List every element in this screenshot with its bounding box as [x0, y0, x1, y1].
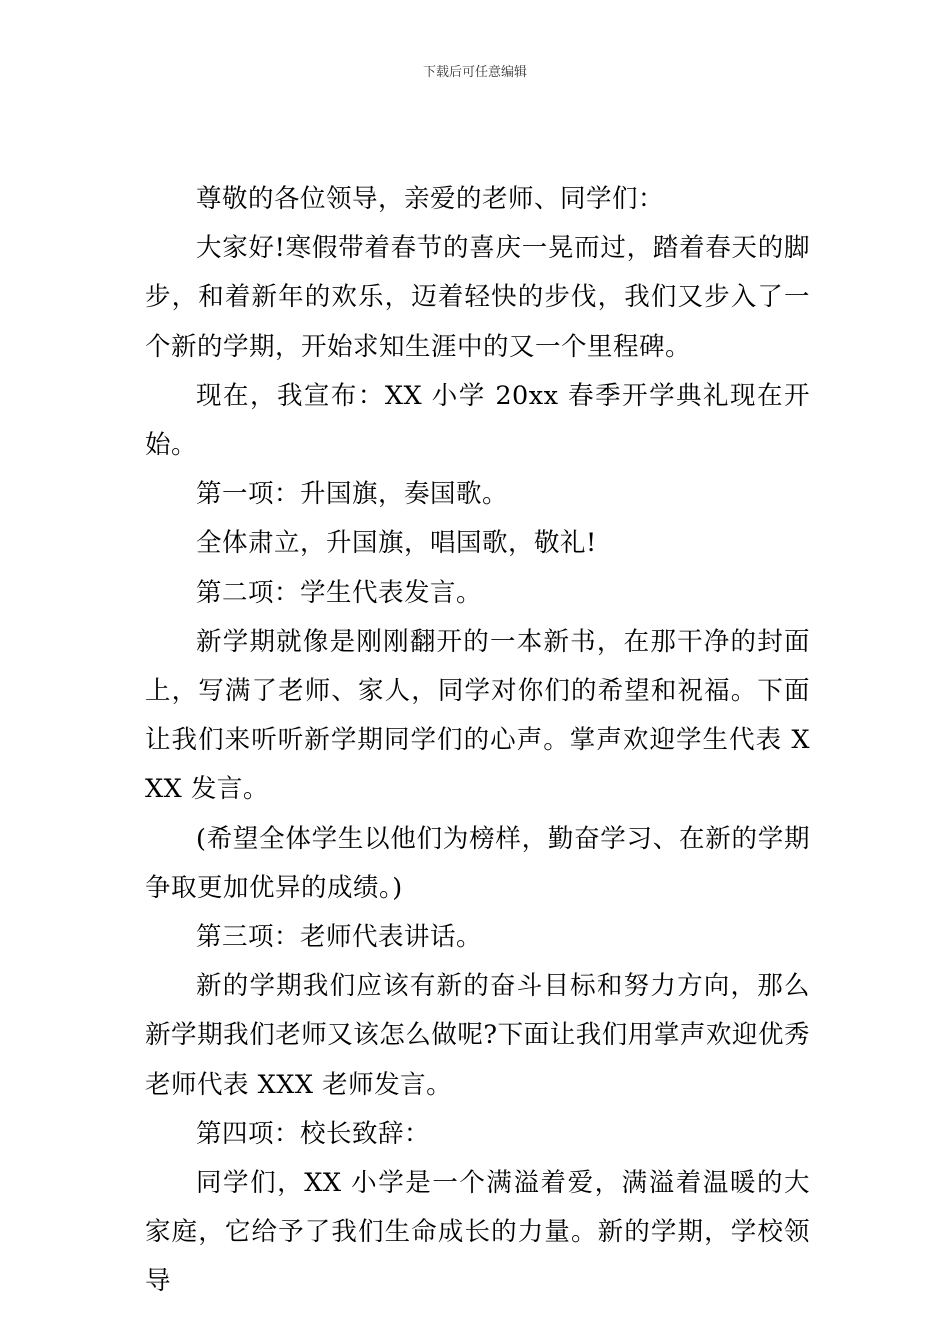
salutation: 尊敬的各位领导，亲爱的老师、同学们： [196, 184, 665, 214]
document-body [145, 175, 810, 1307]
paragraph-flag-ceremony: 全体肃立，升国旗，唱国歌，敬礼! [196, 528, 597, 559]
item-heading-4: 第四项：校长致辞： [196, 1118, 431, 1149]
item-heading-1: 第一项：升国旗，奏国歌。 [196, 479, 509, 510]
item-heading-2: 第二项：学生代表发言。 [196, 577, 483, 608]
paragraph-principal-intro: 同学们，XX 小学是一个满溢着爱，满溢着温暖的大家庭，它给予了我们生命成长的力量。新的学期，学校领导 [145, 1168, 810, 1297]
header-note: 下载后可任意编辑 [422, 65, 527, 80]
paragraph-teacher-intro: 新的学期我们应该有新的奋斗目标和努力方向，那么新学期我们老师又该怎么做呢?下面让我们用掌声欢迎优秀老师代表 XXX 老师发言。 [145, 971, 810, 1100]
paragraph-greeting: 大家好!寒假带着春节的喜庆一晃而过，踏着春天的脚步，和着新年的欢乐，迈着轻快的步伐，我们又步入了一个新的学期，开始求知生涯中的又一个里程碑。 [145, 233, 810, 362]
paragraph-student-note: (希望全体学生以他们为榜样，勤奋学习、在新的学期争取更加优异的成绩。) [145, 823, 810, 903]
paragraph-announcement: 现在，我宣布：XX 小学 20xx 春季开学典礼现在开始。 [145, 380, 810, 461]
paragraph-student-intro: 新学期就像是刚刚翻开的一本新书，在那干净的封面上，写满了老师、家人，同学对你们的希望和祝福。下面让我们来听听新学期同学们的心声。掌声欢迎学生代表 XXX 发言。 [145, 626, 810, 805]
item-heading-3: 第三项：老师代表讲话。 [196, 922, 483, 953]
